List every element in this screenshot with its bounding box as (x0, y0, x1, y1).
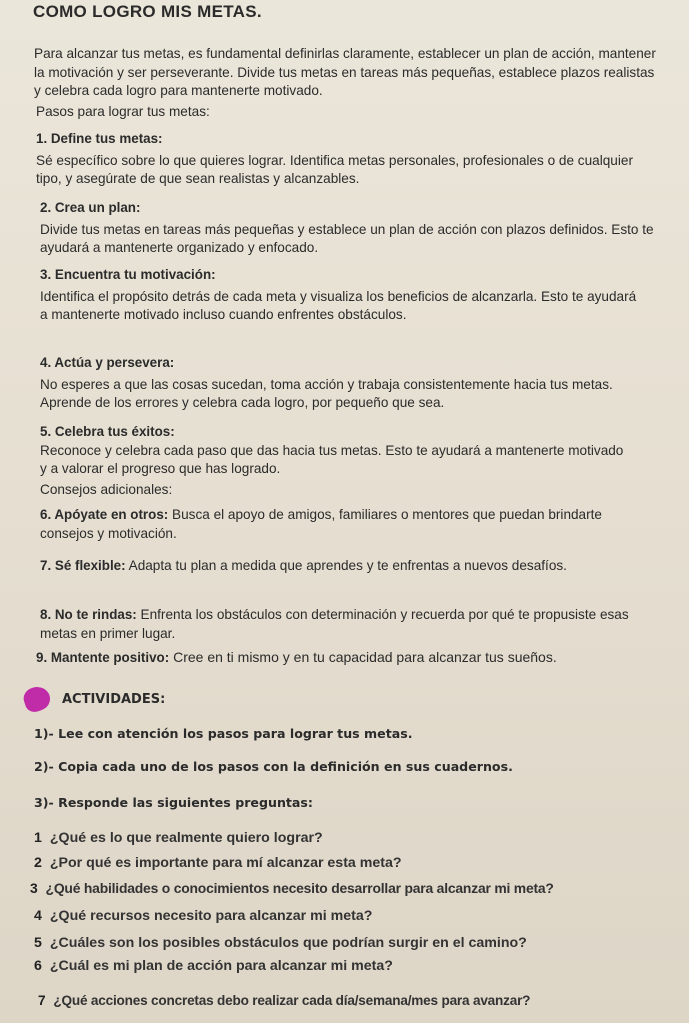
question-text: ¿Qué acciones concretas debo realizar cada día/semana/mes para avanzar? (53, 993, 531, 1008)
question-6 (34, 958, 677, 974)
step-text: Reconoce y celebra cada paso que das hacia tus metas. Esto te ayudará a mantenerte motivado y a valorar el progreso que has logrado. (40, 442, 624, 476)
tip-text: Busca el apoyo de amigos, familiares o mentores que puedan brindarte consejos y motivación. (40, 507, 602, 541)
step-2 (40, 199, 659, 258)
step-text: No esperes a que las cosas sucedan, toma acción y trabaja consistentemente hacia tus metas. Aprende de los errores y celebra cada logro, por pequeño que sea. (40, 376, 613, 410)
step-4 (40, 354, 653, 413)
tip-heading: 7. Sé flexible: (40, 558, 126, 573)
tip-9 (36, 648, 679, 668)
tip-7 (40, 557, 653, 576)
step-1 (36, 130, 657, 189)
tip-8 (40, 606, 653, 643)
question-4 (34, 908, 677, 924)
tip-text: Cree en ti mismo y en tu capacidad para alcanzar tus sueños. (173, 649, 557, 665)
steps-label: Pasos para lograr tus metas: (36, 104, 210, 119)
tips-label: Consejos adicionales: (40, 482, 173, 497)
tip-6 (40, 506, 653, 543)
question-text: ¿Qué habilidades o conocimientos necesito desarrollar para alcanzar mi meta? (45, 880, 554, 896)
intro-paragraph: Para alcanzar tus metas, es fundamental definirlas claramente, establecer un plan de acción, mantener la motivación y ser perseverante. Divide tus metas en tareas más pequeñas, establece plazos realistas y celebra cada logro para mantenerte motivado. (34, 46, 656, 98)
tip-heading: 8. No te rindas: (40, 607, 137, 622)
activity-2: 2)- Copia cada uno de los pasos con la definición en sus cuadernos. (34, 759, 513, 774)
step-3 (40, 266, 643, 325)
highlighter-mark-icon (21, 684, 53, 715)
step-heading: 3. Encuentra tu motivación: (40, 267, 216, 282)
question-3 (30, 880, 685, 896)
question-text: ¿Qué recursos necesito para alcanzar mi meta? (49, 908, 373, 924)
step-5 (40, 423, 629, 479)
question-1 (34, 830, 677, 846)
question-number: 1 (34, 830, 42, 846)
tip-text: Enfrenta los obstáculos con determinación y recuerda por qué te propusiste esas metas en primer lugar. (40, 607, 629, 641)
question-7 (38, 993, 683, 1008)
step-text: Sé específico sobre lo que quieres lograr. Identifica metas personales, profesionales o de cualquier tipo, y asegúrate de que sean realistas y alcanzables. (36, 152, 633, 186)
question-text: ¿Cuáles son los posibles obstáculos que podrían surgir en el camino? (49, 935, 527, 951)
question-text: ¿Por qué es importante para mí alcanzar esta meta? (49, 855, 402, 871)
step-heading: 4. Actúa y persevera: (40, 355, 175, 370)
step-heading: 1. Define tus metas: (36, 131, 163, 146)
tip-text: Adapta tu plan a medida que aprendes y te enfrentas a nuevos desafíos. (128, 558, 567, 573)
page-title: COMO LOGRO MIS METAS. (33, 2, 262, 21)
tip-heading: 6. Apóyate en otros: (40, 507, 169, 522)
question-number: 7 (38, 993, 46, 1008)
question-number: 5 (34, 935, 42, 951)
question-number: 2 (34, 855, 42, 871)
step-text: Divide tus metas en tareas más pequeñas y establece un plan de acción con plazos definidos. Esto te ayudará a mantenerte organizado y enfocado. (40, 221, 654, 255)
step-heading: 2. Crea un plan: (40, 200, 141, 215)
tip-heading: 9. Mantente positivo: (36, 650, 170, 665)
question-number: 6 (34, 958, 42, 974)
question-2 (34, 855, 677, 871)
question-text: ¿Cuál es mi plan de acción para alcanzar mi meta? (49, 958, 393, 974)
question-5 (34, 935, 677, 951)
question-text: ¿Qué es lo que realmente quiero lograr? (49, 830, 323, 846)
question-number: 3 (30, 880, 38, 896)
step-text: Identifica el propósito detrás de cada meta y visualiza los beneficios de alcanzarla. Esto te ayudará a mantenerte motivado incluso cuando enfrentes obstáculos. (40, 288, 637, 322)
activity-3: 3)- Responde las siguientes preguntas: (34, 795, 313, 810)
step-heading: 5. Celebra tus éxitos: (40, 424, 175, 439)
question-number: 4 (34, 908, 42, 924)
activity-1: 1)- Lee con atención los pasos para lograr tus metas. (34, 726, 413, 741)
activities-title: ACTIVIDADES: (62, 692, 166, 707)
